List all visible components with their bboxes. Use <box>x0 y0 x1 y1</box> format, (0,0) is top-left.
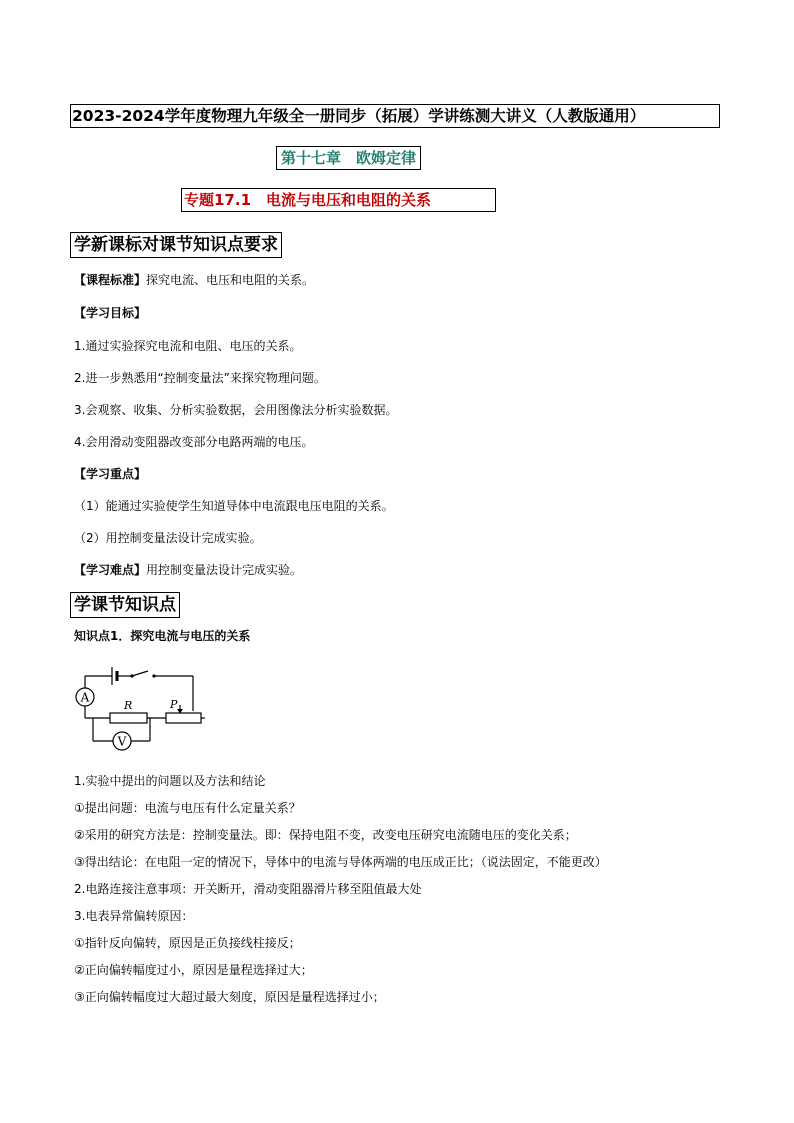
key-points-label: 【学习重点】 <box>74 467 147 481</box>
goal-item: 1.通过实验探究电流和电阻、电压的关系。 <box>74 339 302 353</box>
goal-item: 4.会用滑动变阻器改变部分电路两端的电压。 <box>74 435 314 449</box>
ammeter-icon <box>76 688 94 706</box>
topic-title: 专题17.1 电流与电压和电阻的关系 <box>181 188 496 212</box>
content-line: ②正向偏转幅度过小，原因是量程选择过大； <box>74 963 313 977</box>
content-line: 2.电路连接注意事项：开关断开，滑动变阻器滑片移至阻值最大处 <box>74 882 422 896</box>
resistor-icon <box>110 699 147 723</box>
circuit-diagram <box>68 656 208 758</box>
document-main-title: 2023-2024学年度物理九年级全一册同步（拓展）学讲练测大讲义（人教版通用） <box>70 104 720 128</box>
difficulty <box>74 562 302 578</box>
course-standard <box>74 272 314 288</box>
content-line: 1.实验中提出的问题以及方法和结论 <box>74 774 266 788</box>
content-line: ①指针反向偏转，原因是正负接线柱接反； <box>74 936 301 950</box>
voltmeter-label: V <box>117 734 127 749</box>
content-line: ①提出问题：电流与电压有什么定量关系？ <box>74 801 301 815</box>
course-standard-text: 探究电流、电压和电阻的关系。 <box>146 273 315 287</box>
key-point-item: （2）用控制变量法设计完成实验。 <box>74 531 262 545</box>
difficulty-label: 【学习难点】 <box>74 563 147 577</box>
course-standard-label: 【课程标准】 <box>74 273 147 287</box>
learning-goals-label: 【学习目标】 <box>74 306 147 320</box>
voltmeter-icon <box>113 732 131 750</box>
chapter-title: 第十七章 欧姆定律 <box>276 146 421 170</box>
section-knowledge-heading: 学课节知识点 <box>70 592 180 618</box>
section-requirements-heading: 学新课标对课节知识点要求 <box>70 232 282 258</box>
goal-item: 3.会观察、收集、分析实验数据，会用图像法分析实验数据。 <box>74 403 398 417</box>
battery-icon <box>112 667 117 685</box>
difficulty-text: 用控制变量法设计完成实验。 <box>146 563 303 577</box>
resistor-label: R <box>124 699 133 712</box>
content-line: ③得出结论：在电阻一定的情况下，导体中的电流与导体两端的电压成正比；（说法固定，不能更改） <box>74 855 607 869</box>
content-line: 3.电表异常偏转原因： <box>74 909 194 923</box>
content-line: ③正向偏转幅度过大超过最大刻度，原因是量程选择过小； <box>74 990 385 1004</box>
key-point-item: （1）能通过实验使学生知道导体中电流跟电压电阻的关系。 <box>74 499 394 513</box>
goal-item: 2.进一步熟悉用“控制变量法”来探究物理问题。 <box>74 371 326 385</box>
ammeter-label: A <box>80 690 90 705</box>
knowledge-point-1-title: 知识点1．探究电流与电压的关系 <box>74 629 251 643</box>
rheostat-icon <box>166 698 201 723</box>
content-line: ②采用的研究方法是：控制变量法。即：保持电阻不变，改变电压研究电流随电压的变化关系； <box>74 828 577 842</box>
slider-label: P <box>170 698 178 711</box>
